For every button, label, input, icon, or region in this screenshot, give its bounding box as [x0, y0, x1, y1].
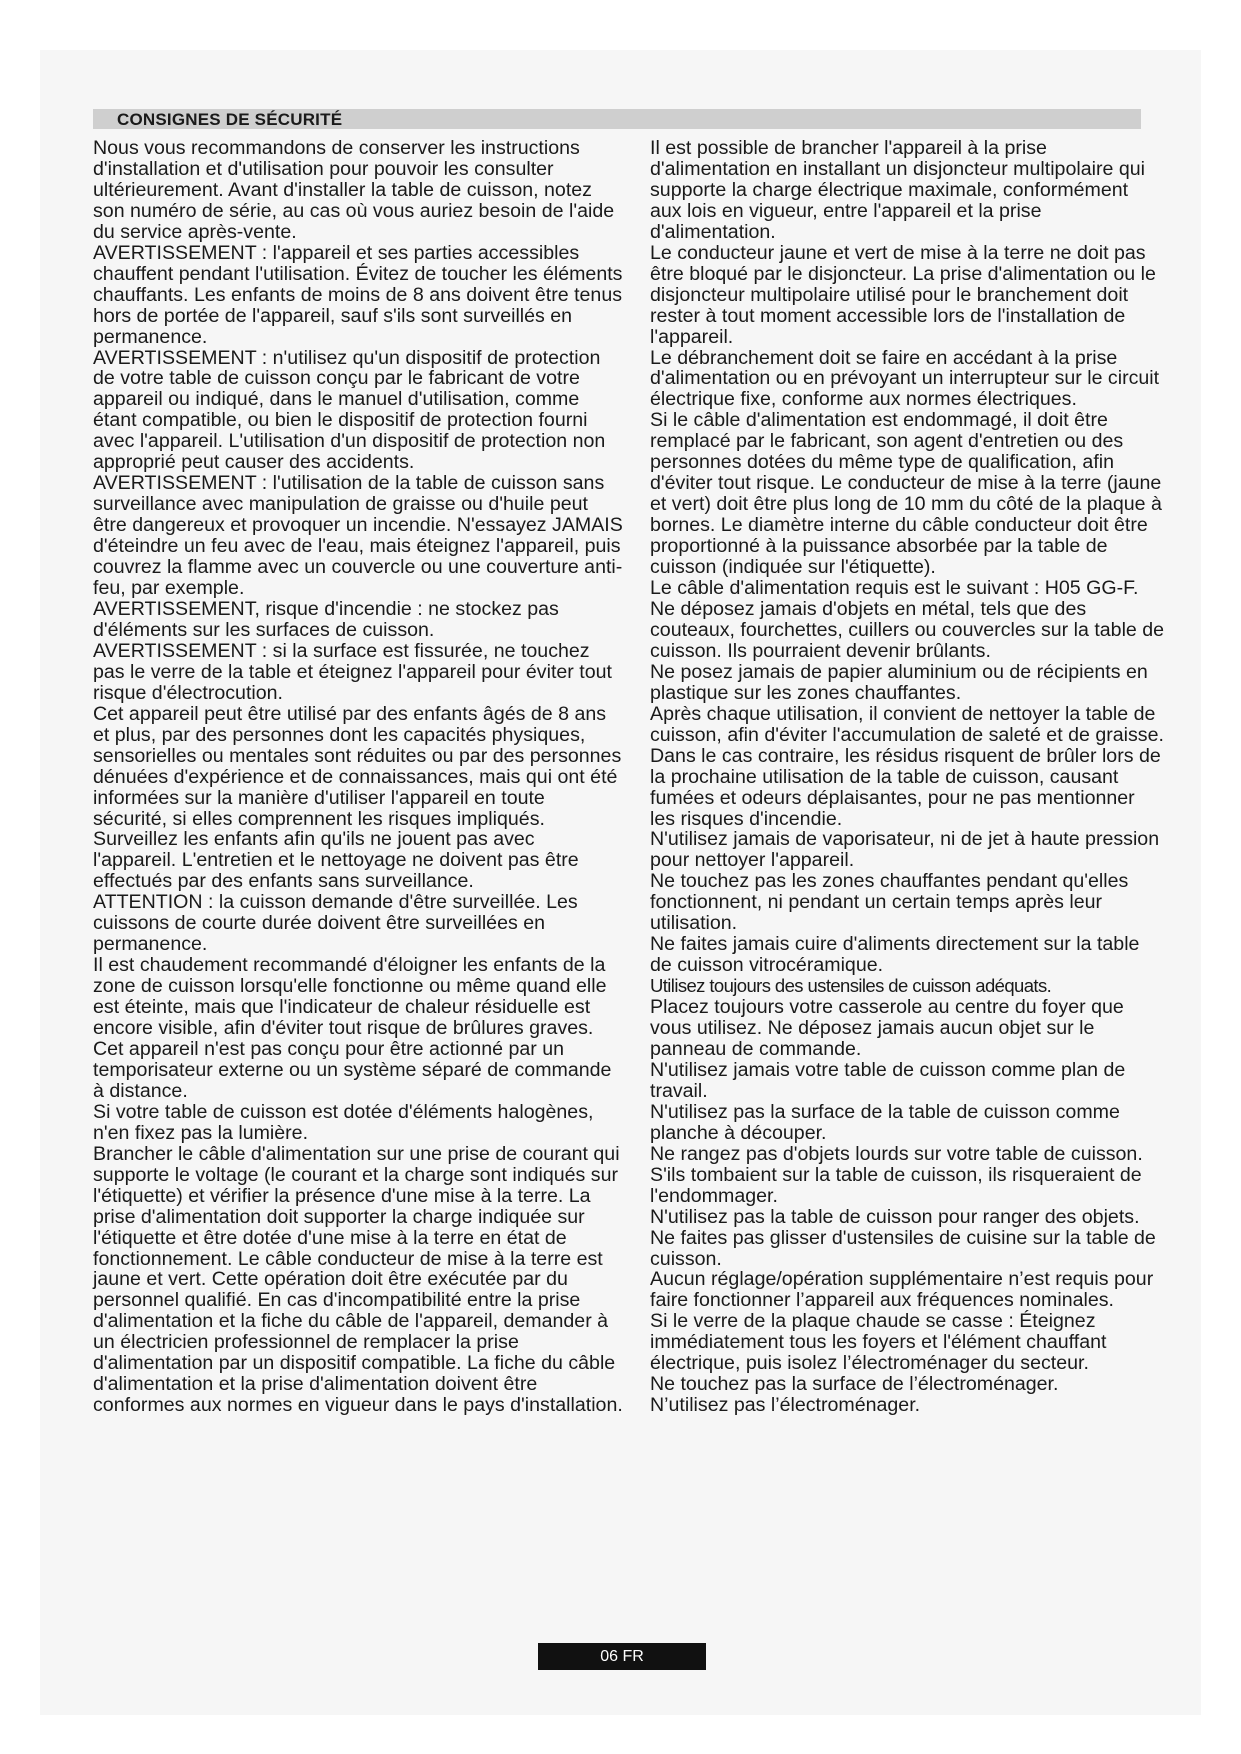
- paragraph: Utilisez toujours des ustensiles de cuisson adéquats.: [650, 975, 1052, 997]
- paragraph: AVERTISSEMENT, risque d'incendie : ne stockez pas d'éléments sur les surfaces de cuisson.: [93, 597, 559, 641]
- paragraph: Aucun réglage/opération supplémentaire n’est requis pour faire fonctionner l’appareil aux fréquences nominales.: [650, 1268, 1154, 1312]
- paragraph: Ne faites jamais cuire d'aliments directement sur la table de cuisson vitrocéramique.: [650, 933, 1140, 977]
- paragraph: N'utilisez jamais votre table de cuisson comme plan de travail.: [650, 1058, 1126, 1102]
- paragraph: Si le câble d'alimentation est endommagé, il doit être remplacé par le fabricant, son agent d'entretien ou des personnes dotées du même type de qualification, afin d'éviter tout risque. Le conducteur de mise à la terre (jaune et vert) doit être plus long de 10 mm du côté de la plaque à bornes. Le diamètre interne du câble conducteur doit être proportionné à la puissance absorbée par la table de cuisson (indiquée sur l'étiquette).: [650, 409, 1162, 579]
- paragraph: Ne touchez pas les zones chauffantes pendant qu'elles fonctionnent, ni pendant un certain temps après leur utilisation.: [650, 870, 1129, 935]
- paragraph: Il est chaudement recommandé d'éloigner les enfants de la zone de cuisson lorsqu'elle fonctionne ou même quand elle est éteinte, mais que l'indicateur de chaleur résiduelle est encore visible, afin d'éviter tout risque de brûlures graves.: [93, 954, 607, 1040]
- paragraph: Le conducteur jaune et vert de mise à la terre ne doit pas être bloqué par le disjoncteur. La prise d'alimentation ou le disjoncteur multipolaire utilisé pour le branchement doit rester à tout moment accessible lors de l'installation de l'appareil.: [650, 241, 1156, 348]
- paragraph: N'utilisez pas la table de cuisson pour ranger des objets.: [650, 1205, 1140, 1228]
- page-number-bar: [538, 1643, 706, 1670]
- page-number: 06 FR: [600, 1648, 644, 1665]
- section-header-bar: [93, 109, 1141, 129]
- paragraph: AVERTISSEMENT : l'utilisation de la table de cuisson sans surveillance avec manipulation de graisse ou d'huile peut être dangereux et provoquer un incendie. N'essayez JAMAIS d'éteindre un feu avec de l'eau, mais éteignez l'appareil, puis couvrez la flamme avec un couvercle ou une couverture anti-feu, par exemple.: [93, 472, 623, 600]
- paragraph: Ne posez jamais de papier aluminium ou de récipients en plastique sur les zones chauffantes.: [650, 660, 1148, 704]
- paragraph: Placez toujours votre casserole au centre du foyer que vous utilisez. Ne déposez jamais aucun objet sur le panneau de commande.: [650, 996, 1124, 1060]
- paragraph: AVERTISSEMENT : si la surface est fissurée, ne touchez pas le verre de la table et éteignez l'appareil pour éviter tout risque d'électrocution.: [93, 639, 612, 704]
- paragraph: Après chaque utilisation, il convient de nettoyer la table de cuisson, afin d'éviter l'accumulation de saleté et de graisse. Dans le cas contraire, les résidus risquent de brûler lors de la prochaine utilisation de la table de cuisson, causant fumées et odeurs déplaisantes, pour ne pas mentionner les risques d'incendie.: [650, 702, 1164, 830]
- section-title: CONSIGNES DE SÉCURITÉ: [117, 110, 343, 129]
- paragraph: AVERTISSEMENT : l'appareil et ses parties accessibles chauffent pendant l'utilisation. Évitez de toucher les éléments chauffants. Les enfants de moins de 8 ans doivent être tenus hors de portée de l'appareil, sauf s'ils sont surveillés en permanence.: [93, 241, 623, 348]
- left-column: [93, 138, 623, 1416]
- paragraph: N'utilisez pas la surface de la table de cuisson comme planche à découper.: [650, 1100, 1120, 1144]
- paragraph: Brancher le câble d'alimentation sur une prise de courant qui supporte le voltage (le courant et la charge sont indiqués sur l'étiquette) et vérifier la présence d'une mise à la terre. La prise d'alimentation doit supporter la charge indiquée sur l'étiquette et être dotée d'une mise à la terre en état de fonctionnement. Le câble conducteur de mise à la terre est jaune et vert. Cette opération doit être exécutée par du personnel qualifié. En cas d'incompatibilité entre la prise d'alimentation et la fiche du câble de l'appareil, demander à un électricien professionnel de remplacer la prise d'alimentation par un dispositif compatible. La fiche du câble d'alimentation et la prise d'alimentation doivent être conformes aux normes en vigueur dans le pays d'installation.: [93, 1142, 623, 1417]
- paragraph: Le débranchement doit se faire en accédant à la prise d'alimentation ou en prévoyant un interrupteur sur le circuit électrique fixe, conforme aux normes électriques.: [650, 346, 1160, 411]
- paragraph: Nous vous recommandons de conserver les instructions d'installation et d'utilisation pour pouvoir les consulter ultérieurement. Avant d'installer la table de cuisson, notez son numéro de série, au cas où vous auriez besoin de l'aide du service après-vente.: [93, 137, 615, 243]
- paragraph: N’utilisez pas l’électroménager.: [650, 1394, 921, 1417]
- paragraph: Le câble d'alimentation requis est le suivant : H05 GG-F.: [650, 577, 1139, 600]
- paragraph: Cet appareil n'est pas conçu pour être actionné par un temporisateur externe ou un système séparé de commande à distance.: [93, 1037, 612, 1102]
- paragraph: Il est possible de brancher l'appareil à la prise d'alimentation en installant un disjoncteur multipolaire qui supporte la charge électrique maximale, conformément aux lois en vigueur, entre l'appareil et la prise d'alimentation.: [650, 137, 1145, 243]
- paragraph: Cet appareil peut être utilisé par des enfants âgés de 8 ans et plus, par des personnes dont les capacités physiques, sensorielles ou mentales sont réduites ou par des personnes dénuées d'expérience et de connaissances, mais qui ont été informées sur la manière d'utiliser l'appareil en toute sécurité, si elles comprennent les risques impliqués. Surveillez les enfants afin qu'ils ne jouent pas avec l'appareil. L'entretien et le nettoyage ne doivent pas être effectués par des enfants sans surveillance.: [93, 702, 622, 893]
- paragraph: Si votre table de cuisson est dotée d'éléments halogènes, n'en fixez pas la lumière.: [93, 1100, 594, 1144]
- paragraph: Ne faites pas glisser d'ustensiles de cuisine sur la table de cuisson.: [650, 1226, 1156, 1270]
- paragraph: Ne touchez pas la surface de l’électroménager.: [650, 1373, 1059, 1396]
- paragraph: N'utilisez jamais de vaporisateur, ni de jet à haute pression pour nettoyer l'appareil.: [650, 828, 1160, 872]
- paragraph: Ne déposez jamais d'objets en métal, tels que des couteaux, fourchettes, cuillers ou couvercles sur la table de cuisson. Ils pourraient devenir brûlants.: [650, 597, 1165, 662]
- paragraph: AVERTISSEMENT : n'utilisez qu'un dispositif de protection de votre table de cuisson conçu par le fabricant de votre appareil ou indiqué, dans le manuel d'utilisation, comme étant compatible, ou bien le dispositif de protection fourni avec l'appareil. L'utilisation d'un dispositif de protection non approprié peut causer des accidents.: [93, 346, 606, 474]
- paragraph: ATTENTION : la cuisson demande d'être surveillée. Les cuissons de courte durée doivent être surveillées en permanence.: [93, 891, 578, 956]
- paragraph: Si le verre de la plaque chaude se casse : Éteignez immédiatement tous les foyers et l'élément chauffant électrique, puis isolez l’électroménager du secteur.: [650, 1310, 1107, 1375]
- right-column: [650, 138, 1165, 1416]
- paragraph: Ne rangez pas d'objets lourds sur votre table de cuisson. S'ils tombaient sur la table de cuisson, ils risqueraient de l'endommager.: [650, 1142, 1143, 1207]
